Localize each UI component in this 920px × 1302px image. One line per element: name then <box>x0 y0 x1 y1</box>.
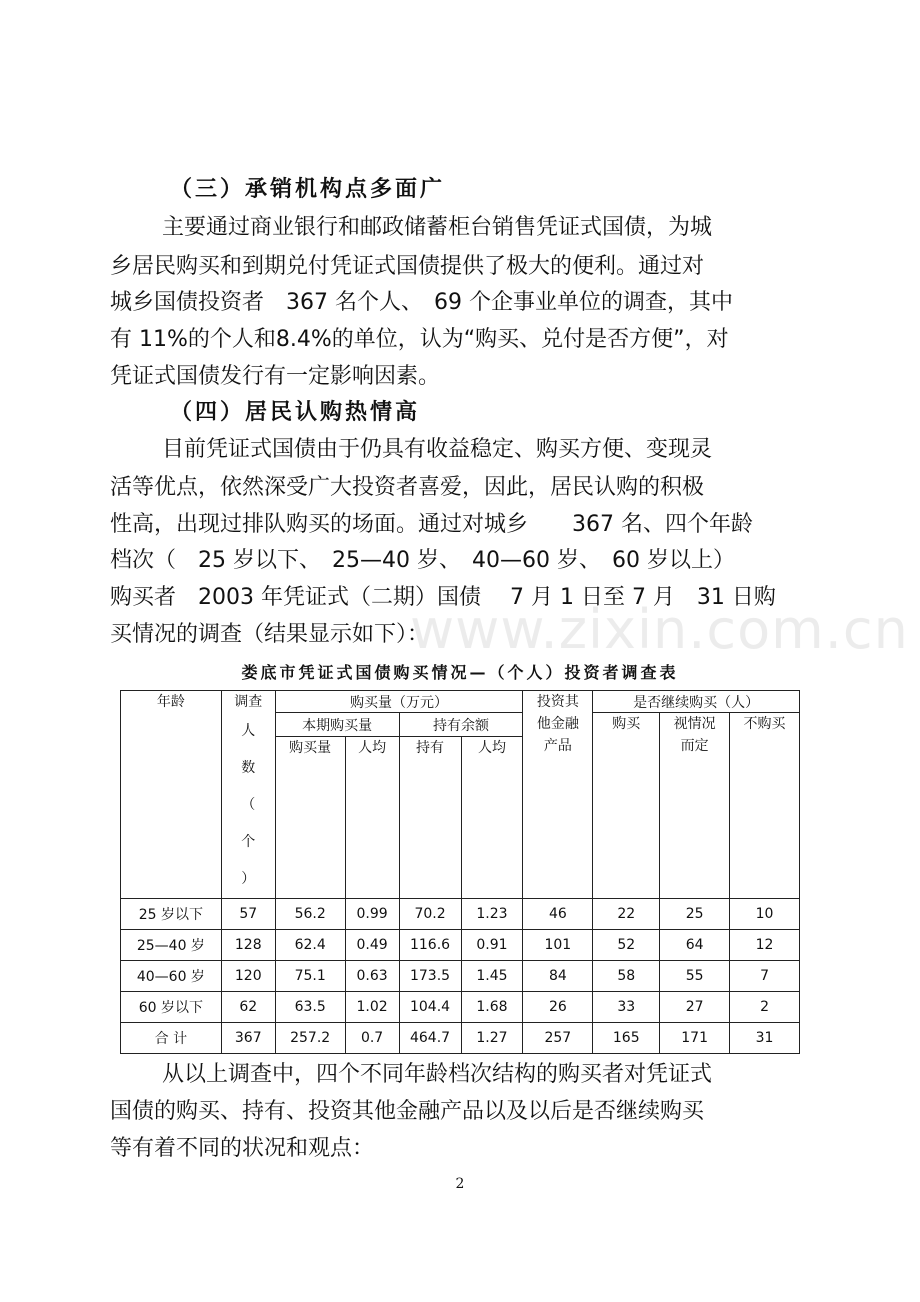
table-cell: 84 <box>523 961 593 992</box>
table-cell: 0.7 <box>345 1023 399 1054</box>
header-depends <box>660 713 730 899</box>
header-per-capita: 人均 <box>461 737 523 899</box>
table-cell: 1.02 <box>345 992 399 1023</box>
table-title: 娄底市凭证式国债购买情况—（个人）投资者调查表 <box>241 663 679 682</box>
table-cell: 56.2 <box>275 899 345 930</box>
header-age: 年龄 <box>121 691 222 899</box>
table-cell: 2 <box>730 992 800 1023</box>
table-cell: 57 <box>221 899 275 930</box>
header-char: 数 <box>241 760 256 776</box>
table-cell: 60 岁以下 <box>121 992 222 1023</box>
header-survey-count <box>221 691 275 899</box>
section4-heading: （四）居民认购热情高 <box>170 400 421 425</box>
table-cell: 62 <box>221 992 275 1023</box>
table-cell: 22 <box>593 899 660 930</box>
table-cell: 0.49 <box>345 930 399 961</box>
header-char: （ <box>241 797 256 813</box>
table-cell: 63.5 <box>275 992 345 1023</box>
table-cell: 75.1 <box>275 961 345 992</box>
paragraph-line: 国债的购买、持有、投资其他金融产品以及以后是否继续购买 <box>110 1099 705 1124</box>
table-cell: 25 <box>660 899 730 930</box>
table-cell: 27 <box>660 992 730 1023</box>
table-cell: 120 <box>221 961 275 992</box>
header-char: ） <box>241 871 256 887</box>
paragraph-line: 等有着不同的状况和观点： <box>110 1136 375 1161</box>
header-current-period: 本期购买量 <box>275 713 399 737</box>
header-holding: 持有 <box>399 737 461 899</box>
table-cell: 101 <box>523 930 593 961</box>
header-line: 产品 <box>543 738 572 754</box>
header-purchase-qty: 购买量 <box>275 737 345 899</box>
table-cell: 合 计 <box>121 1023 222 1054</box>
table-cell: 10 <box>730 899 800 930</box>
table-cell: 31 <box>730 1023 800 1054</box>
table-cell: 367 <box>221 1023 275 1054</box>
paragraph-line: 乡居民购买和到期兑付凭证式国债提供了极大的便利。通过对 <box>110 254 705 279</box>
table-cell: 104.4 <box>399 992 461 1023</box>
header-buy: 购买 <box>593 713 660 899</box>
table-cell: 25—40 岁 <box>121 930 222 961</box>
header-line: 视情况 <box>673 716 716 732</box>
table-cell: 0.91 <box>461 930 523 961</box>
table-cell: 70.2 <box>399 899 461 930</box>
table-cell: 116.6 <box>399 930 461 961</box>
header-continue-buy: 是否继续购买（人） <box>593 691 800 713</box>
table-cell: 1.68 <box>461 992 523 1023</box>
paragraph-line: 主要通过商业银行和邮政储蓄柜台销售凭证式国债，为城 <box>162 215 713 240</box>
table-cell: 257.2 <box>275 1023 345 1054</box>
table-cell: 58 <box>593 961 660 992</box>
watermark: www.zixin.com.cn <box>410 598 909 661</box>
paragraph-line: 城乡国债投资者 367 名个人、 69 个企事业单位的调查，其中 <box>110 290 733 315</box>
paragraph-line: 性高，出现过排队购买的场面。通过对城乡 367 名、四个年龄 <box>110 512 753 537</box>
table-cell: 0.99 <box>345 899 399 930</box>
table-cell: 0.63 <box>345 961 399 992</box>
section3-heading: （三）承销机构点多面广 <box>170 177 446 202</box>
table-row <box>121 930 800 961</box>
table-row <box>121 992 800 1023</box>
table-cell: 26 <box>523 992 593 1023</box>
header-line: 他金融 <box>536 716 579 732</box>
table-cell: 46 <box>523 899 593 930</box>
header-no-buy: 不购买 <box>730 713 800 899</box>
table-cell: 12 <box>730 930 800 961</box>
paragraph-line: 凭证式国债发行有一定影响因素。 <box>110 364 441 389</box>
table-cell: 40—60 岁 <box>121 961 222 992</box>
table-cell: 257 <box>523 1023 593 1054</box>
table-cell: 1.45 <box>461 961 523 992</box>
table-cell: 55 <box>660 961 730 992</box>
table-cell: 173.5 <box>399 961 461 992</box>
survey-table <box>120 690 800 1054</box>
header-char: 调查 <box>234 694 263 710</box>
table-cell: 62.4 <box>275 930 345 961</box>
header-holding-balance: 持有余额 <box>399 713 523 737</box>
header-other-financial <box>523 691 593 899</box>
paragraph-line: 买情况的调查（结果显示如下）： <box>110 622 430 647</box>
table-cell: 464.7 <box>399 1023 461 1054</box>
paragraph-line: 从以上调查中，四个不同年龄档次结构的购买者对凭证式 <box>162 1062 713 1087</box>
table-cell: 7 <box>730 961 800 992</box>
table-cell: 165 <box>593 1023 660 1054</box>
paragraph-line: 档次（ 25 岁以下、 25—40 岁、 40—60 岁、 60 岁以上） <box>110 548 735 573</box>
page-number: 2 <box>455 1176 465 1192</box>
paragraph-line: 目前凭证式国债由于仍具有收益稳定、购买方便、变现灵 <box>162 437 713 462</box>
header-line: 而定 <box>680 738 709 754</box>
table-cell: 171 <box>660 1023 730 1054</box>
paragraph-line: 活等优点，依然深受广大投资者喜爱，因此，居民认购的积极 <box>110 475 705 500</box>
header-char: 人 <box>241 723 256 739</box>
table-cell: 25 岁以下 <box>121 899 222 930</box>
table-row <box>121 899 800 930</box>
table-row <box>121 961 800 992</box>
header-char: 个 <box>241 834 256 850</box>
table-cell: 33 <box>593 992 660 1023</box>
header-purchase-amount: 购买量（万元） <box>275 691 523 713</box>
header-per-capita: 人均 <box>345 737 399 899</box>
table-cell: 1.27 <box>461 1023 523 1054</box>
header-line: 投资其 <box>536 694 579 710</box>
paragraph-line: 购买者 2003 年凭证式（二期）国债 7 月 1 日至 7 月 31 日购 <box>110 585 776 610</box>
table-cell: 52 <box>593 930 660 961</box>
table-cell: 1.23 <box>461 899 523 930</box>
table-row <box>121 1023 800 1054</box>
table-cell: 128 <box>221 930 275 961</box>
paragraph-line: 有 11%的个人和8.4%的单位，认为“购买、兑付是否方便”，对 <box>110 327 729 352</box>
table-cell: 64 <box>660 930 730 961</box>
